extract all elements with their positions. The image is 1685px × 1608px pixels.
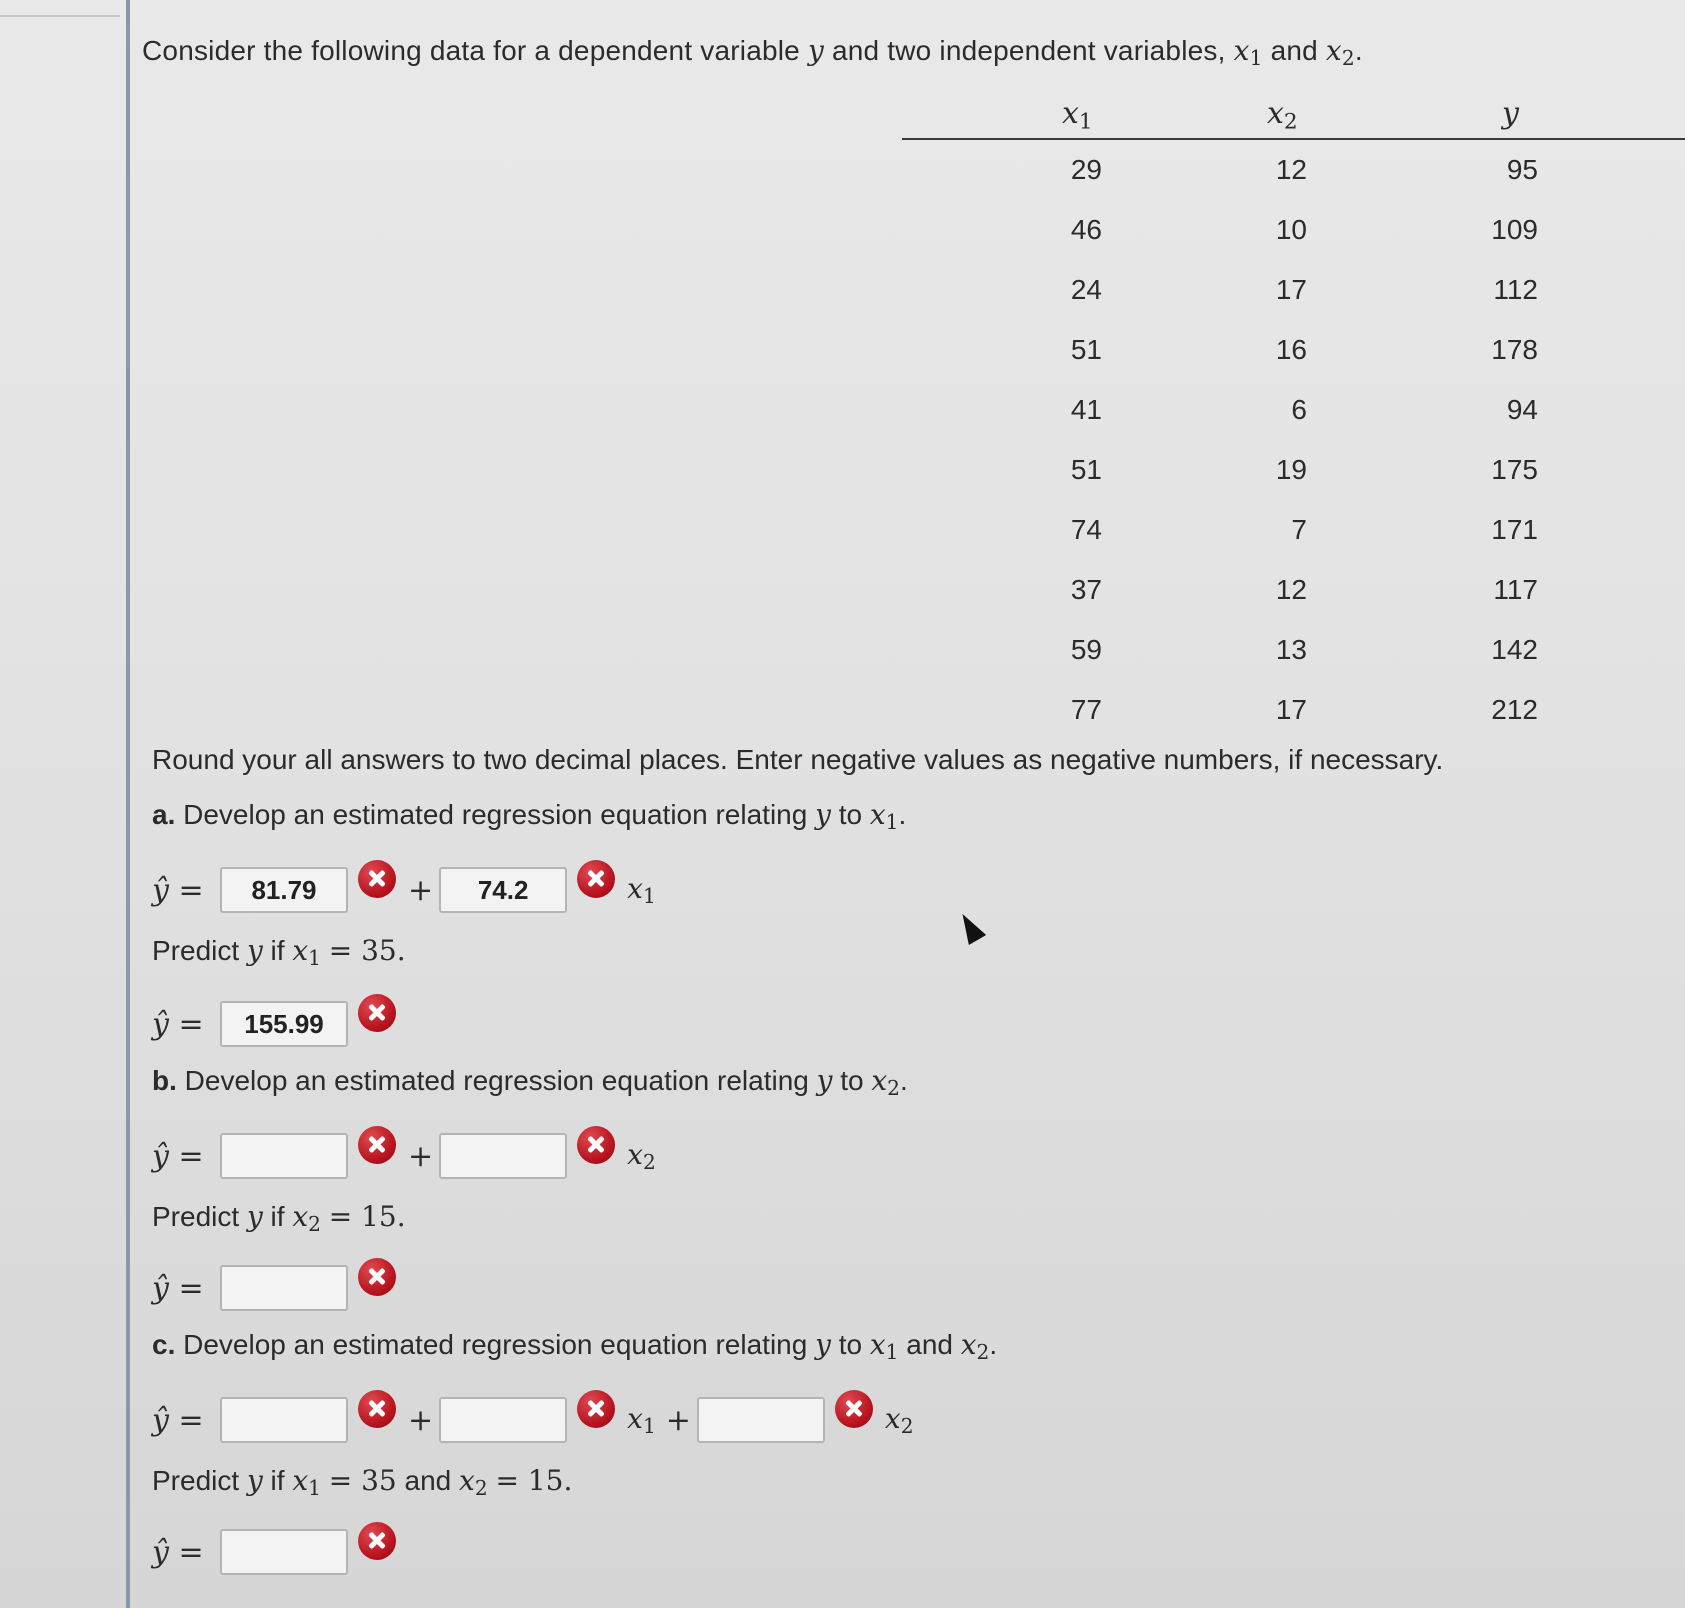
table-cell: 29 <box>1070 154 1102 185</box>
table-cell: 46 <box>1070 214 1102 245</box>
part-a-slope-input[interactable]: 74.2 <box>439 867 567 913</box>
table-cell: 12 <box>1275 154 1307 185</box>
table-cell: 51 <box>1070 454 1102 485</box>
table-cell: 112 <box>1493 274 1538 305</box>
part-a-prediction-input[interactable]: 155.99 <box>220 1001 348 1047</box>
table-cell: 142 <box>1491 634 1538 665</box>
part-c-predict-text: Predict y if $x_1 = 35$ and $x_2 = 15$. <box>152 1464 573 1501</box>
table-cell: 10 <box>1275 214 1307 245</box>
table-row <box>902 500 1685 560</box>
table-cell: 6 <box>1291 394 1307 425</box>
table-cell: 175 <box>1491 454 1538 485</box>
part-b-intercept-input[interactable] <box>220 1133 348 1179</box>
intro-end: . <box>1354 35 1363 66</box>
part-b-prediction <box>152 1260 406 1316</box>
table-cell: 24 <box>1070 274 1102 305</box>
incorrect-icon <box>358 860 396 898</box>
table-cell: 109 <box>1491 214 1538 245</box>
table-cell: 12 <box>1275 574 1307 605</box>
header-x1: $x_1$ <box>1062 96 1093 135</box>
part-a-predict-text: Predict y if $x_1 = 35$. <box>152 934 406 971</box>
table-cell: 37 <box>1070 574 1102 605</box>
part-c-prediction <box>152 1524 406 1580</box>
part-b-title: b. Develop an estimated regression equation relating y to $x_2$. <box>152 1064 908 1101</box>
table-row <box>902 620 1685 680</box>
table-row <box>902 560 1685 620</box>
incorrect-icon <box>835 1390 873 1428</box>
var-x2: $x_2$ <box>627 1137 656 1175</box>
table-row <box>902 320 1685 380</box>
yhat-label: ŷ = <box>152 1402 204 1438</box>
table-row <box>902 440 1685 500</box>
intro-mid: and two independent variables, <box>831 35 1226 66</box>
table-cell: 74 <box>1070 514 1102 545</box>
table-row <box>902 260 1685 320</box>
part-c-equation <box>152 1392 914 1448</box>
part-c-slope1-input[interactable] <box>439 1397 567 1443</box>
header-y: y <box>1502 96 1519 131</box>
yhat-label: ŷ = <box>152 1138 204 1174</box>
table-cell: 95 <box>1506 154 1538 185</box>
intro-and: and <box>1270 35 1318 66</box>
var-x1: $x_1$ <box>627 871 656 909</box>
part-b-equation <box>152 1128 656 1184</box>
yhat-label: ŷ = <box>152 1534 204 1570</box>
mouse-cursor-icon <box>954 909 986 945</box>
part-c-prediction-input[interactable] <box>220 1529 348 1575</box>
yhat-label: ŷ = <box>152 872 204 908</box>
plus-sign: + <box>408 872 434 908</box>
divider <box>0 15 120 17</box>
incorrect-icon <box>358 994 396 1032</box>
table-cell: 51 <box>1070 334 1102 365</box>
question-content <box>142 0 1662 1608</box>
part-a-intercept-input[interactable]: 81.79 <box>220 867 348 913</box>
intro-text: Consider the following data for a dependent variable <box>142 35 800 66</box>
table-cell: 59 <box>1070 634 1102 665</box>
table-cell: 178 <box>1491 334 1538 365</box>
yhat-label: ŷ = <box>152 1006 204 1042</box>
table-row <box>902 680 1685 740</box>
part-a-prediction <box>152 996 406 1052</box>
table-row <box>902 380 1685 440</box>
table-cell: 117 <box>1493 574 1538 605</box>
plus-sign: + <box>408 1138 434 1174</box>
part-b-prediction-input[interactable] <box>220 1265 348 1311</box>
question-intro <box>142 34 1363 70</box>
part-b-predict-text: Predict y if $x_2 = 15$. <box>152 1200 406 1237</box>
table-cell: 16 <box>1275 334 1307 365</box>
table-cell: 17 <box>1275 274 1307 305</box>
part-a-equation <box>152 862 656 918</box>
var-y: y <box>807 34 824 67</box>
header-x2: $x_2$ <box>1267 96 1298 135</box>
table-cell: 94 <box>1506 394 1538 425</box>
rounding-note: Round your all answers to two decimal places. Enter negative values as negative numbers, if necessary. <box>152 744 1444 775</box>
part-c-title: c. Develop an estimated regression equation relating y to $x_1$ and $x_2$. <box>152 1328 998 1365</box>
table-cell: 212 <box>1491 694 1538 725</box>
part-b-slope-input[interactable] <box>439 1133 567 1179</box>
table-cell: 77 <box>1070 694 1102 725</box>
var-x2: $x_2$ <box>884 1401 914 1439</box>
table-cell: 13 <box>1275 634 1307 665</box>
var-x1: $x_1$ <box>627 1401 656 1439</box>
table-header <box>902 90 1685 140</box>
table-cell: 17 <box>1275 694 1307 725</box>
table-cell: 7 <box>1291 514 1307 545</box>
part-a-title: a. Develop an estimated regression equation relating y to $x_1$. <box>152 798 907 835</box>
data-table <box>902 90 1685 740</box>
incorrect-icon <box>577 1390 615 1428</box>
incorrect-icon <box>358 1126 396 1164</box>
table-body <box>902 140 1685 740</box>
question-left-border <box>126 0 130 1608</box>
table-cell: 41 <box>1070 394 1102 425</box>
incorrect-icon <box>577 1126 615 1164</box>
table-row <box>902 140 1685 200</box>
plus-sign: + <box>665 1402 691 1438</box>
table-cell: 171 <box>1491 514 1538 545</box>
incorrect-icon <box>358 1522 396 1560</box>
yhat-label: ŷ = <box>152 1270 204 1306</box>
plus-sign: + <box>408 1402 434 1438</box>
var-x1: $x_1$ <box>1233 34 1263 71</box>
part-c-slope2-input[interactable] <box>697 1397 825 1443</box>
incorrect-icon <box>358 1258 396 1296</box>
part-c-intercept-input[interactable] <box>220 1397 348 1443</box>
var-x2: $x_2$ <box>1325 34 1355 71</box>
incorrect-icon <box>577 860 615 898</box>
incorrect-icon <box>358 1390 396 1428</box>
table-row <box>902 200 1685 260</box>
table-cell: 19 <box>1275 454 1307 485</box>
